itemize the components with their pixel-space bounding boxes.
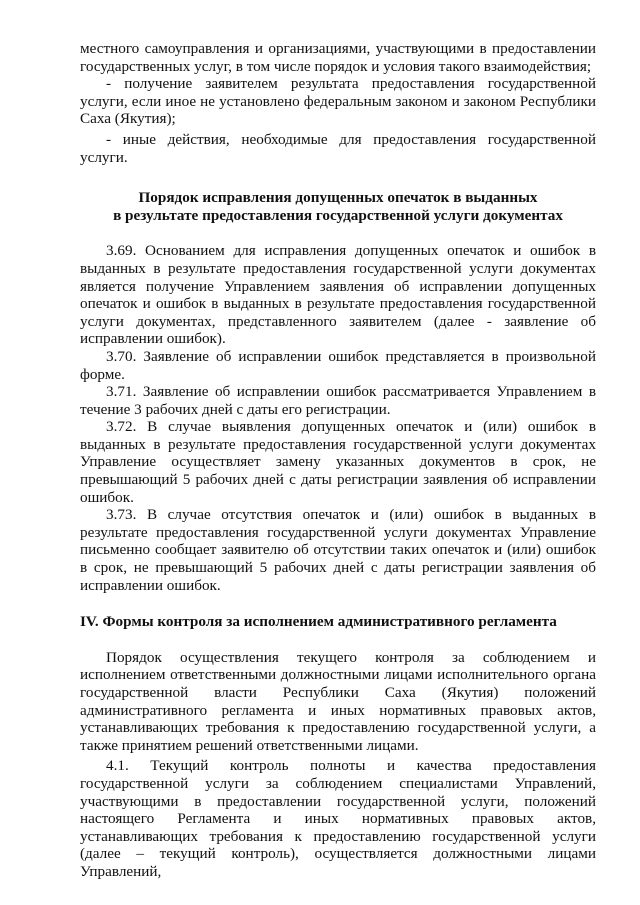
section-heading-corrections-line2: в результате предоставления государственной услуги документах bbox=[113, 206, 563, 224]
section-heading-corrections bbox=[80, 189, 596, 224]
paragraph-bullet-result: - получение заявителем результата предоставления государственной услуги, если иное не установлено федеральным законом и законом Республики Саха (Якутия); bbox=[80, 75, 596, 128]
paragraph-intro: местного самоуправления и организациями, участвующими в предоставлении государственных услуг, в том числе порядок и условия такого взаимодействия; bbox=[80, 40, 596, 75]
document-page bbox=[80, 40, 596, 881]
paragraph-control-order: Порядок осуществления текущего контроля за соблюдением и исполнением ответственными должностными лицами исполнительного органа государственной власти Республики Саха (Якутия) положений административного регламента и иных нормативных правовых актов, устанавливающих требования к предоставлению государственной услуги, а также принятием решений ответственными лицами. bbox=[80, 648, 596, 754]
section-heading-control: IV. Формы контроля за исполнением административного регламента bbox=[80, 613, 557, 631]
paragraph-3-73: 3.73. В случае отсутствия опечаток и (или) ошибок в выданных в результате предоставления государственной услуги документах Управление письменно сообщает заявителю об отсутствии таких опечаток и (или) ошибок в срок, не превышающий 5 рабочих дней с даты регистрации заявления об исправлении ошибок. bbox=[80, 506, 596, 594]
section-heading-corrections-line1: Порядок исправления допущенных опечаток в выданных bbox=[138, 189, 538, 207]
paragraph-4-1: 4.1. Текущий контроль полноты и качества предоставления государственной услуги за соблюдением специалистами Управлений, участвующими в предоставлении государственной услуги, положений настоящего Регламента и иных нормативных правовых актов, устанавливающих требования к предоставлению государственной услуги (далее – текущий контроль), осуществляется должностными лицами Управлений, bbox=[80, 757, 596, 880]
paragraph-bullet-other: - иные действия, необходимые для предоставления государственной услуги. bbox=[80, 130, 596, 166]
paragraph-3-71: 3.71. Заявление об исправлении ошибок рассматривается Управлением в течение 3 рабочих дней с даты его регистрации. bbox=[80, 383, 596, 418]
paragraph-3-69: 3.69. Основанием для исправления допущенных опечаток и ошибок в выданных в результате предоставления государственной услуги документах является получение Управлением заявления об исправлении допущенных опечаток и ошибок в выданных в результате предоставления государственной услуги документах, представленного заявителем (далее - заявление об исправлении ошибок). bbox=[80, 242, 596, 348]
paragraph-3-70: 3.70. Заявление об исправлении ошибок представляется в произвольной форме. bbox=[80, 347, 596, 383]
paragraph-3-72: 3.72. В случае выявления допущенных опечаток и (или) ошибок в выданных в результате предоставления государственной услуги документах Управление осуществляет замену указанных документов в срок, не превышающий 5 рабочих дней с даты регистрации заявления об исправлении ошибок. bbox=[80, 418, 596, 506]
